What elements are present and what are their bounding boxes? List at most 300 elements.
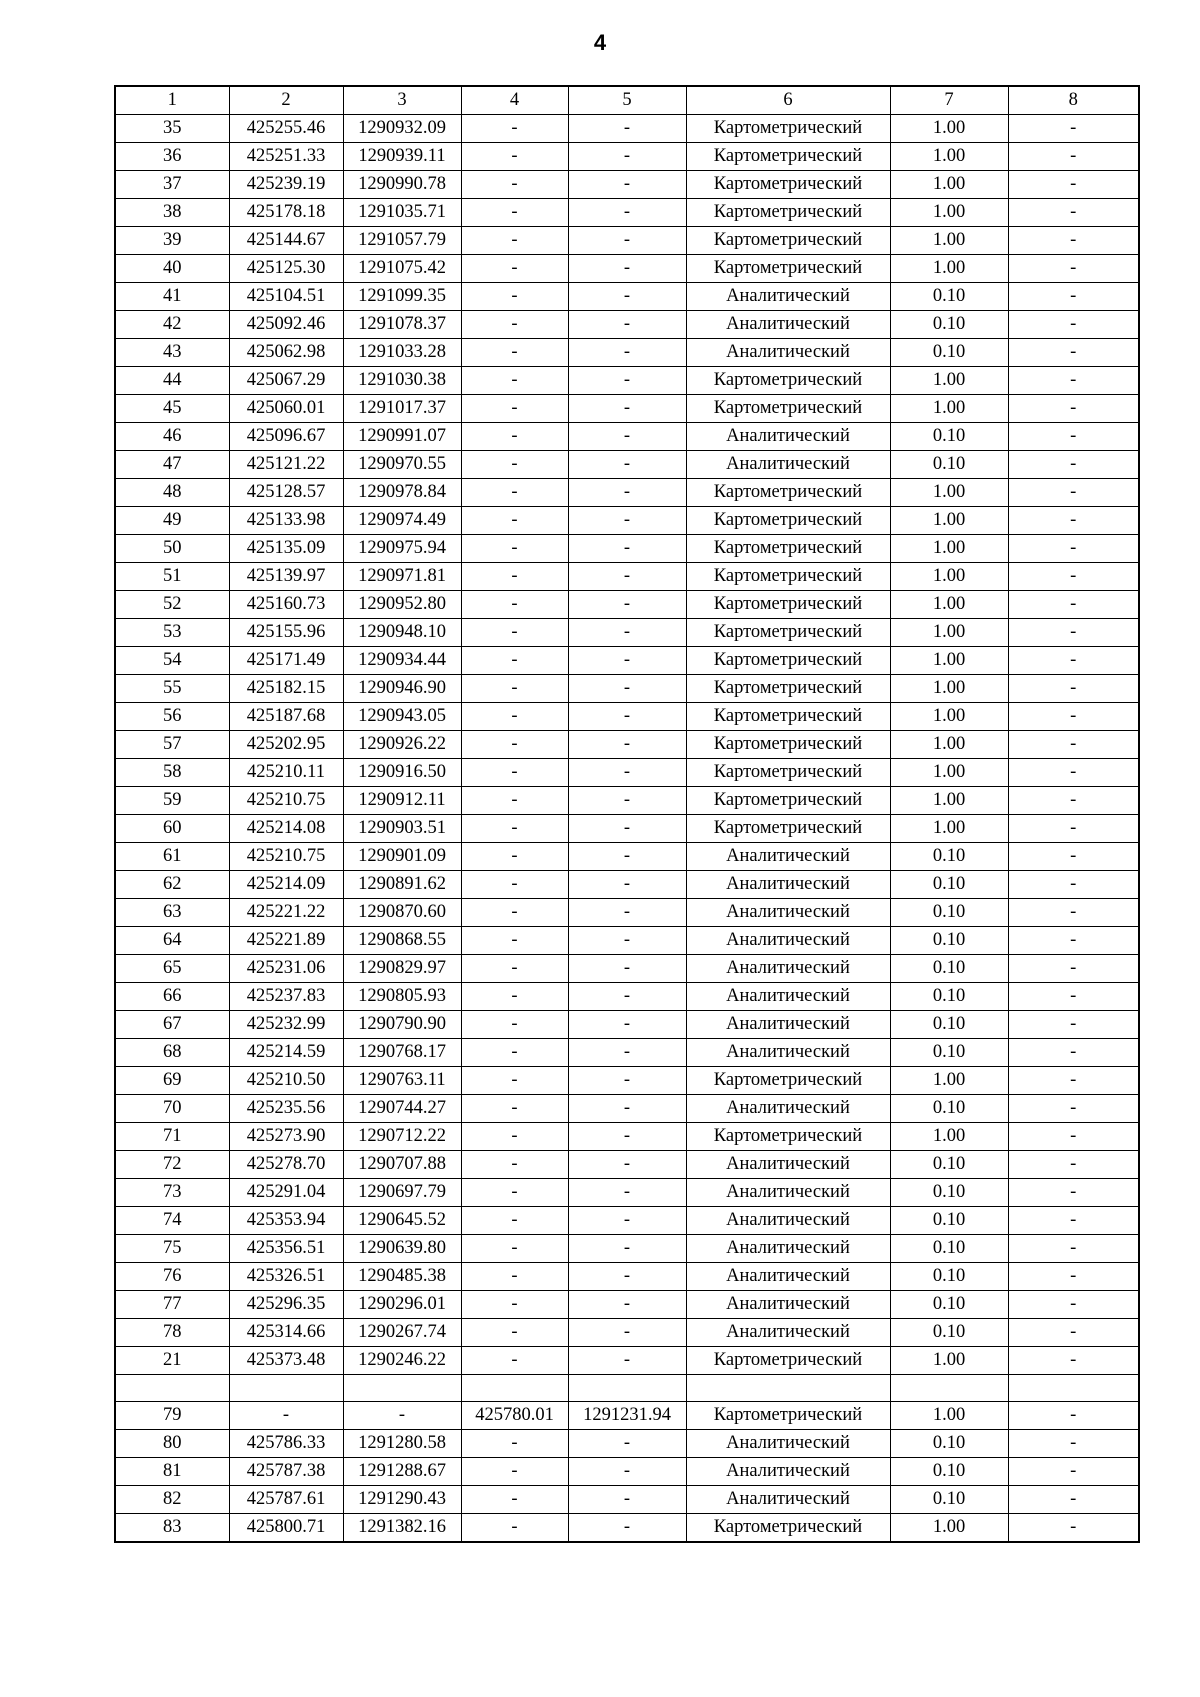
table-row [115, 1179, 1139, 1207]
table-cell: 58 [115, 759, 229, 787]
table-cell: 1290943.05 [343, 703, 461, 731]
table-cell: Аналитический [686, 1039, 890, 1067]
table-cell: 70 [115, 1095, 229, 1123]
table-row [115, 1514, 1139, 1543]
table-cell: - [568, 367, 686, 395]
table-row [115, 843, 1139, 871]
table-cell: - [568, 1514, 686, 1543]
column-header: 4 [461, 86, 568, 115]
table-cell: 425210.75 [229, 787, 343, 815]
table-cell: - [461, 759, 568, 787]
table-cell: 1291231.94 [568, 1402, 686, 1430]
table-cell: 1290926.22 [343, 731, 461, 759]
table-cell: 1290645.52 [343, 1207, 461, 1235]
table-cell [229, 1375, 343, 1402]
table-cell: 425171.49 [229, 647, 343, 675]
table-cell: - [461, 1291, 568, 1319]
table-cell: 0.10 [890, 1151, 1008, 1179]
table-cell: 77 [115, 1291, 229, 1319]
table-cell: 1.00 [890, 619, 1008, 647]
table-cell: Картометрический [686, 1123, 890, 1151]
table-row [115, 227, 1139, 255]
table-cell: - [461, 563, 568, 591]
table-cell: - [1008, 899, 1139, 927]
table-cell: 1290912.11 [343, 787, 461, 815]
table-cell: 69 [115, 1067, 229, 1095]
table-cell: 1290829.97 [343, 955, 461, 983]
table-cell: 0.10 [890, 1011, 1008, 1039]
table-cell: Аналитический [686, 955, 890, 983]
table-cell: - [1008, 675, 1139, 703]
table-row [115, 899, 1139, 927]
table-cell: 1.00 [890, 787, 1008, 815]
table-cell: - [1008, 255, 1139, 283]
table-cell: 425780.01 [461, 1402, 568, 1430]
table-cell: - [461, 1095, 568, 1123]
table-cell: 1290790.90 [343, 1011, 461, 1039]
table-cell: 1290639.80 [343, 1235, 461, 1263]
table-cell: Картометрический [686, 787, 890, 815]
table-cell: 1.00 [890, 115, 1008, 143]
table-cell: - [1008, 535, 1139, 563]
table-cell: - [1008, 395, 1139, 423]
table-cell: 43 [115, 339, 229, 367]
table-cell: 425125.30 [229, 255, 343, 283]
table-cell: 1290939.11 [343, 143, 461, 171]
table-cell: Аналитический [686, 1151, 890, 1179]
table-cell: Картометрический [686, 563, 890, 591]
table-cell: 60 [115, 815, 229, 843]
table-cell: - [461, 1123, 568, 1151]
table-cell: - [1008, 731, 1139, 759]
table-cell: - [568, 255, 686, 283]
table-cell: 54 [115, 647, 229, 675]
table-cell: - [461, 787, 568, 815]
table-cell: - [461, 115, 568, 143]
table-row [115, 983, 1139, 1011]
table-cell: - [1008, 787, 1139, 815]
table-row [115, 507, 1139, 535]
table-row [115, 647, 1139, 675]
table-cell: 425787.38 [229, 1458, 343, 1486]
table-row [115, 787, 1139, 815]
table-cell: 0.10 [890, 1039, 1008, 1067]
table-cell [568, 1375, 686, 1402]
table-cell: - [568, 199, 686, 227]
table-cell: - [568, 1179, 686, 1207]
table-row [115, 199, 1139, 227]
table-cell: 66 [115, 983, 229, 1011]
column-header: 3 [343, 86, 461, 115]
table-cell: 425155.96 [229, 619, 343, 647]
table-cell: - [1008, 619, 1139, 647]
table-cell: Аналитический [686, 1291, 890, 1319]
table-cell: 71 [115, 1123, 229, 1151]
table-cell: 1290948.10 [343, 619, 461, 647]
table-cell: - [568, 1039, 686, 1067]
table-cell: 82 [115, 1486, 229, 1514]
table-cell: 0.10 [890, 843, 1008, 871]
table-cell: 1290978.84 [343, 479, 461, 507]
table-cell: - [461, 675, 568, 703]
table-cell: 73 [115, 1179, 229, 1207]
table-cell: 1290974.49 [343, 507, 461, 535]
table-cell: - [461, 143, 568, 171]
table-cell: - [1008, 143, 1139, 171]
table-cell: 425251.33 [229, 143, 343, 171]
column-header: 5 [568, 86, 686, 115]
table-cell: - [461, 731, 568, 759]
table-row [115, 1291, 1139, 1319]
table-cell: Картометрический [686, 1347, 890, 1375]
table-cell: - [461, 815, 568, 843]
table-cell: 0.10 [890, 927, 1008, 955]
table-cell: - [461, 451, 568, 479]
table-cell: 39 [115, 227, 229, 255]
table-cell: 45 [115, 395, 229, 423]
table-cell: 425221.89 [229, 927, 343, 955]
table-cell: 1290946.90 [343, 675, 461, 703]
table-cell: - [1008, 1067, 1139, 1095]
table-cell [461, 1375, 568, 1402]
table-cell: - [461, 647, 568, 675]
table-cell: Картометрический [686, 731, 890, 759]
table-cell: - [1008, 1430, 1139, 1458]
table-cell: 1290932.09 [343, 115, 461, 143]
table-cell: 425314.66 [229, 1319, 343, 1347]
table-cell: 1290990.78 [343, 171, 461, 199]
table-cell: 425133.98 [229, 507, 343, 535]
table-cell: 1290697.79 [343, 1179, 461, 1207]
table-cell: 1291035.71 [343, 199, 461, 227]
table-body [115, 86, 1139, 1542]
table-cell: 1290267.74 [343, 1319, 461, 1347]
table-cell: 46 [115, 423, 229, 451]
table-cell: 1.00 [890, 1402, 1008, 1430]
table-row [115, 535, 1139, 563]
table-cell: - [568, 423, 686, 451]
table-cell: 0.10 [890, 423, 1008, 451]
table-row [115, 1011, 1139, 1039]
table-cell: 1290901.09 [343, 843, 461, 871]
table-row [115, 563, 1139, 591]
table-row [115, 311, 1139, 339]
table-cell: 425787.61 [229, 1486, 343, 1514]
column-header: 6 [686, 86, 890, 115]
table-cell: 1290246.22 [343, 1347, 461, 1375]
table-cell: - [1008, 647, 1139, 675]
table-cell: 1290707.88 [343, 1151, 461, 1179]
table-cell: - [1008, 1402, 1139, 1430]
table-cell: 36 [115, 143, 229, 171]
table-cell: - [461, 367, 568, 395]
table-cell: - [461, 1514, 568, 1543]
table-cell: 0.10 [890, 1430, 1008, 1458]
table-row [115, 1430, 1139, 1458]
table-cell: 1.00 [890, 731, 1008, 759]
table-cell: 425139.97 [229, 563, 343, 591]
table-cell: - [568, 927, 686, 955]
table-cell: 0.10 [890, 311, 1008, 339]
table-cell: - [568, 479, 686, 507]
table-row [115, 731, 1139, 759]
table-cell: 425067.29 [229, 367, 343, 395]
table-cell: 425231.06 [229, 955, 343, 983]
table-cell: 1290868.55 [343, 927, 461, 955]
table-row [115, 451, 1139, 479]
table-cell: 0.10 [890, 451, 1008, 479]
table-cell: 1291099.35 [343, 283, 461, 311]
table-cell: - [461, 955, 568, 983]
table-cell: 425356.51 [229, 1235, 343, 1263]
table-cell: - [568, 1067, 686, 1095]
table-cell: - [1008, 1123, 1139, 1151]
table-cell: - [568, 759, 686, 787]
table-cell: - [568, 1430, 686, 1458]
table-cell: - [1008, 367, 1139, 395]
table-cell: Картометрический [686, 395, 890, 423]
table-cell: 1291280.58 [343, 1430, 461, 1458]
table-cell: - [1008, 1458, 1139, 1486]
table-cell: Картометрический [686, 591, 890, 619]
table-cell: 1290975.94 [343, 535, 461, 563]
table-cell: 425296.35 [229, 1291, 343, 1319]
table-cell: 0.10 [890, 1207, 1008, 1235]
table-cell: Картометрический [686, 199, 890, 227]
table-cell: 1291030.38 [343, 367, 461, 395]
table-cell: - [568, 1347, 686, 1375]
table-cell: Картометрический [686, 1067, 890, 1095]
table-cell: - [1008, 1486, 1139, 1514]
table-cell: Аналитический [686, 843, 890, 871]
table-row [115, 1458, 1139, 1486]
table-cell: - [461, 871, 568, 899]
table-cell: - [1008, 843, 1139, 871]
table-cell: 0.10 [890, 1095, 1008, 1123]
table-cell: - [568, 899, 686, 927]
table-cell: 425135.09 [229, 535, 343, 563]
table-cell: 49 [115, 507, 229, 535]
table-cell: 38 [115, 199, 229, 227]
table-cell: Картометрический [686, 143, 890, 171]
table-cell: - [1008, 983, 1139, 1011]
table-cell: 1291033.28 [343, 339, 461, 367]
table-cell: - [461, 1039, 568, 1067]
table-cell: 1.00 [890, 227, 1008, 255]
table-cell: Картометрический [686, 675, 890, 703]
table-cell: - [461, 227, 568, 255]
table-cell: 72 [115, 1151, 229, 1179]
table-cell: 1291382.16 [343, 1514, 461, 1543]
table-cell: 425210.50 [229, 1067, 343, 1095]
table-cell: - [568, 731, 686, 759]
table-cell [1008, 1375, 1139, 1402]
table-cell: - [461, 1458, 568, 1486]
table-cell: - [461, 199, 568, 227]
table-cell: 425104.51 [229, 283, 343, 311]
table-cell: 79 [115, 1402, 229, 1430]
table-cell [115, 1375, 229, 1402]
table-cell: 1.00 [890, 1123, 1008, 1151]
table-cell: - [1008, 1179, 1139, 1207]
table-cell: 1290916.50 [343, 759, 461, 787]
table-row [115, 759, 1139, 787]
table-row [115, 143, 1139, 171]
table-cell: - [1008, 1207, 1139, 1235]
table-cell: - [568, 1011, 686, 1039]
table-row [115, 703, 1139, 731]
table-row [115, 675, 1139, 703]
table-cell: 0.10 [890, 955, 1008, 983]
table-cell: 42 [115, 311, 229, 339]
table-cell: 1.00 [890, 395, 1008, 423]
table-cell: 75 [115, 1235, 229, 1263]
table-cell: - [1008, 479, 1139, 507]
table-cell: 1.00 [890, 255, 1008, 283]
table-cell: Аналитический [686, 1095, 890, 1123]
table-cell: - [568, 619, 686, 647]
table-cell: - [461, 395, 568, 423]
table-cell: Аналитический [686, 983, 890, 1011]
table-cell: - [568, 1123, 686, 1151]
table-cell: 425278.70 [229, 1151, 343, 1179]
table-cell: - [1008, 115, 1139, 143]
table-cell: - [461, 983, 568, 1011]
table-cell: - [1008, 563, 1139, 591]
table-cell: 83 [115, 1514, 229, 1543]
table-cell: 65 [115, 955, 229, 983]
table-cell: Картометрический [686, 507, 890, 535]
table-cell: 425182.15 [229, 675, 343, 703]
table-cell: - [1008, 199, 1139, 227]
table-cell: - [1008, 1514, 1139, 1543]
table-cell: Аналитический [686, 1430, 890, 1458]
table-cell: - [461, 703, 568, 731]
table-cell: - [1008, 451, 1139, 479]
table-cell: 425062.98 [229, 339, 343, 367]
table-cell: - [461, 843, 568, 871]
table-cell: 1.00 [890, 563, 1008, 591]
table-cell: 35 [115, 115, 229, 143]
table-row [115, 1207, 1139, 1235]
table-cell: Картометрический [686, 227, 890, 255]
table-cell: 1290952.80 [343, 591, 461, 619]
table-cell: - [461, 1011, 568, 1039]
table-cell: 425800.71 [229, 1514, 343, 1543]
table-cell: - [568, 703, 686, 731]
table-cell: 425214.09 [229, 871, 343, 899]
table-cell: 1291017.37 [343, 395, 461, 423]
table-cell: - [568, 675, 686, 703]
column-header: 2 [229, 86, 343, 115]
table-row [115, 619, 1139, 647]
table-cell: - [568, 143, 686, 171]
table-row [115, 927, 1139, 955]
table-cell: - [568, 871, 686, 899]
table-cell: 1290934.44 [343, 647, 461, 675]
table-row [115, 1486, 1139, 1514]
table-cell: - [461, 311, 568, 339]
table-cell: 80 [115, 1430, 229, 1458]
table-cell: 0.10 [890, 1291, 1008, 1319]
table-cell: 1291290.43 [343, 1486, 461, 1514]
table-cell: 68 [115, 1039, 229, 1067]
table-cell: Картометрический [686, 115, 890, 143]
table-row [115, 115, 1139, 143]
table-cell: - [1008, 423, 1139, 451]
table-cell [686, 1375, 890, 1402]
table-cell: 0.10 [890, 1319, 1008, 1347]
table-cell: - [1008, 171, 1139, 199]
table-row [115, 1375, 1139, 1402]
table-cell: 63 [115, 899, 229, 927]
table-cell: Картометрический [686, 1402, 890, 1430]
table-cell: - [461, 339, 568, 367]
table-cell [890, 1375, 1008, 1402]
table-cell: Картометрический [686, 367, 890, 395]
table-cell: 1.00 [890, 815, 1008, 843]
column-header: 7 [890, 86, 1008, 115]
table-cell: Аналитический [686, 1458, 890, 1486]
table-cell: Аналитический [686, 899, 890, 927]
table-cell: 67 [115, 1011, 229, 1039]
table-cell: 425326.51 [229, 1263, 343, 1291]
table-cell: - [461, 1430, 568, 1458]
table-cell: 425239.19 [229, 171, 343, 199]
table-cell: - [568, 339, 686, 367]
table-cell: 425221.22 [229, 899, 343, 927]
table-cell: - [461, 1263, 568, 1291]
table-row [115, 423, 1139, 451]
table-cell: - [229, 1402, 343, 1430]
table-cell: 425214.59 [229, 1039, 343, 1067]
table-cell [343, 1375, 461, 1402]
table-cell: - [1008, 311, 1139, 339]
table-cell: 425255.46 [229, 115, 343, 143]
table-cell: 1.00 [890, 171, 1008, 199]
table-cell: - [568, 787, 686, 815]
table-row [115, 283, 1139, 311]
table-cell: - [568, 1095, 686, 1123]
table-cell: Аналитический [686, 311, 890, 339]
table-cell: Аналитический [686, 1179, 890, 1207]
table-row [115, 1347, 1139, 1375]
table-cell: - [568, 451, 686, 479]
table-row [115, 171, 1139, 199]
table-cell: - [461, 255, 568, 283]
table-cell: - [1008, 1235, 1139, 1263]
table-cell: 425353.94 [229, 1207, 343, 1235]
table-cell: 1290296.01 [343, 1291, 461, 1319]
table-cell: 0.10 [890, 283, 1008, 311]
table-cell: 1.00 [890, 507, 1008, 535]
table-cell: - [461, 1067, 568, 1095]
table-row [115, 815, 1139, 843]
table-row [115, 367, 1139, 395]
table-row [115, 1095, 1139, 1123]
table-cell: Аналитический [686, 283, 890, 311]
table-cell: 1291057.79 [343, 227, 461, 255]
table-row [115, 1402, 1139, 1430]
table-cell: 0.10 [890, 983, 1008, 1011]
table-cell: - [568, 507, 686, 535]
table-cell: 0.10 [890, 1263, 1008, 1291]
table-cell: - [568, 311, 686, 339]
table-cell: - [461, 899, 568, 927]
table-cell: 1.00 [890, 759, 1008, 787]
table-cell: 1.00 [890, 675, 1008, 703]
table-cell: Картометрический [686, 1514, 890, 1543]
